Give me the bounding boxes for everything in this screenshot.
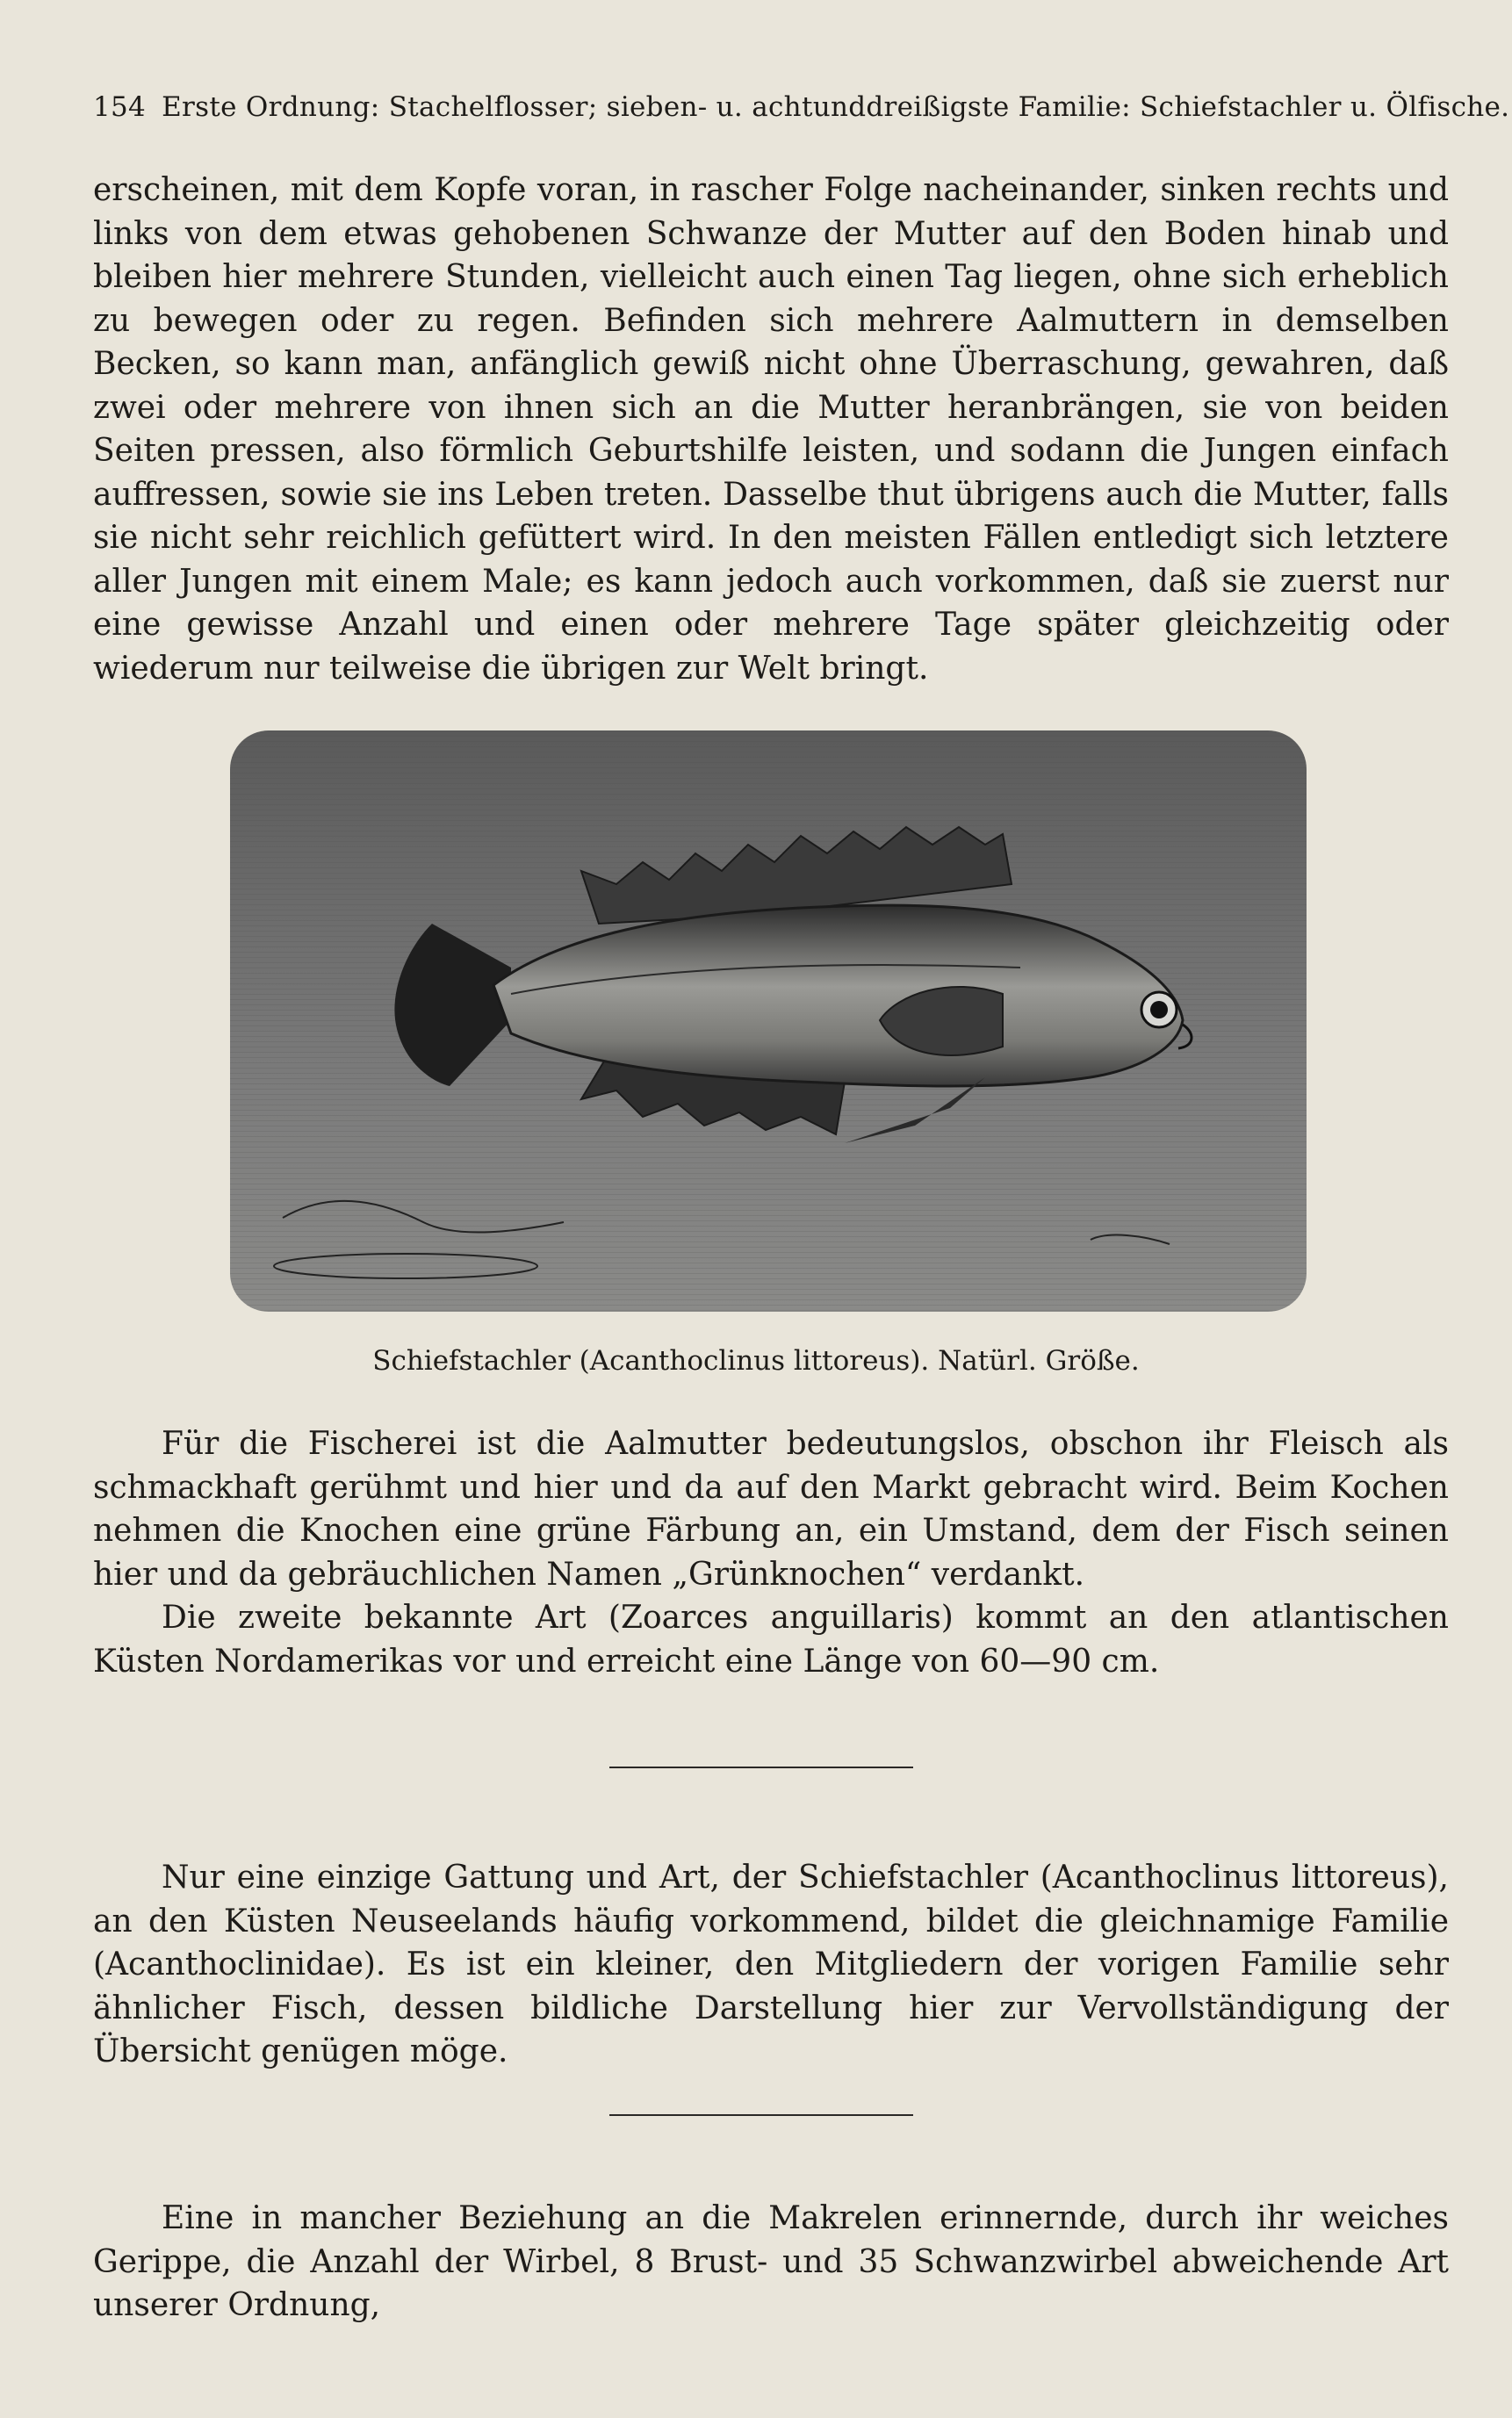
paragraph-aalmutter-birth xyxy=(93,169,1449,690)
paragraph-text: Eine in mancher Beziehung an die Makrelen erinnernde, durch ihr weiches Gerippe, die Anzahl der Wirbel, 8 Brust- und 35 Schwanzwirbel abweichende Art unserer Ordnung, xyxy=(93,2200,1449,2323)
paragraph-text: Für die Fischerei ist die Aalmutter bedeutungslos, obschon ihr Fleisch als schmackhaft gerühmt und hier und da auf den Markt gebracht wird. Beim Kochen nehmen die Knochen eine grüne Färbung an, ein Umstand, dem der Fisch seinen hier und da gebräuchlichen Namen „Grünknochen“ verdankt. xyxy=(93,1426,1449,1593)
section-divider xyxy=(609,2114,913,2116)
paragraph-fishery xyxy=(93,1422,1449,1683)
paragraph-next-family xyxy=(93,2197,1449,2328)
paragraph-text: Nur eine einzige Gattung und Art, der Schiefstachler (Acanthoclinus littoreus), an den Küsten Neuseelands häufig vorkommend, bildet die gleichnamige Familie (Acanthoclinidae). Es ist ein kleiner, den Mitgliedern der vorigen Familie sehr ähnlicher Fisch, dessen bildliche Darstellung hier zur Vervollständigung der Übersicht genügen möge. xyxy=(93,1860,1449,2069)
fish-illustration xyxy=(230,730,1307,1312)
running-header xyxy=(93,91,1510,123)
paragraph-acanthoclinidae xyxy=(93,1856,1449,2074)
running-title: Erste Ordnung: Stachelflosser; sieben- u. achtunddreißigste Familie: Schiefstachler u. Ölfische. xyxy=(162,91,1510,123)
section-divider xyxy=(609,1767,913,1768)
paragraph-text: Die zweite bekannte Art (Zoarces anguillaris) kommt an den atlantischen Küsten Nordamerikas vor und erreicht eine Länge von 60—90 cm. xyxy=(93,1600,1449,1680)
paragraph-text: erscheinen, mit dem Kopfe voran, in rascher Folge nacheinander, sinken rechts und links von dem etwas gehobenen Schwanze der Mutter auf den Boden hinab und bleiben hier mehrere Stunden, vielleicht auch einen Tag liegen, ohne sich erheblich zu bewegen oder zu regen. Befinden sich mehrere Aalmuttern in demselben Becken, so kann man, anfänglich gewiß nicht ohne Überraschung, gewahren, daß zwei oder mehrere von ihnen sich an die Mutter heranbrängen, sie von beiden Seiten pressen, also förmlich Geburtshilfe leisten, und sodann die Jungen einfach auffressen, sowie sie ins Leben treten. Dasselbe thut übrigens auch die Mutter, falls sie nicht sehr reichlich gefüttert wird. In den meisten Fällen entledigt sich letztere aller Jungen mit einem Male; es kann jedoch auch vorkommen, daß sie zuerst nur eine gewisse Anzahl und einen oder mehrere Tage später gleichzeitig oder wiederum nur teilweise die übrigen zur Welt bringt. xyxy=(93,172,1449,687)
fish-engraving-icon xyxy=(230,730,1307,1312)
page-number: 154 xyxy=(93,91,147,123)
figure-caption: Schiefstachler (Acanthoclinus littoreus). Natürl. Größe. xyxy=(372,1345,1140,1377)
